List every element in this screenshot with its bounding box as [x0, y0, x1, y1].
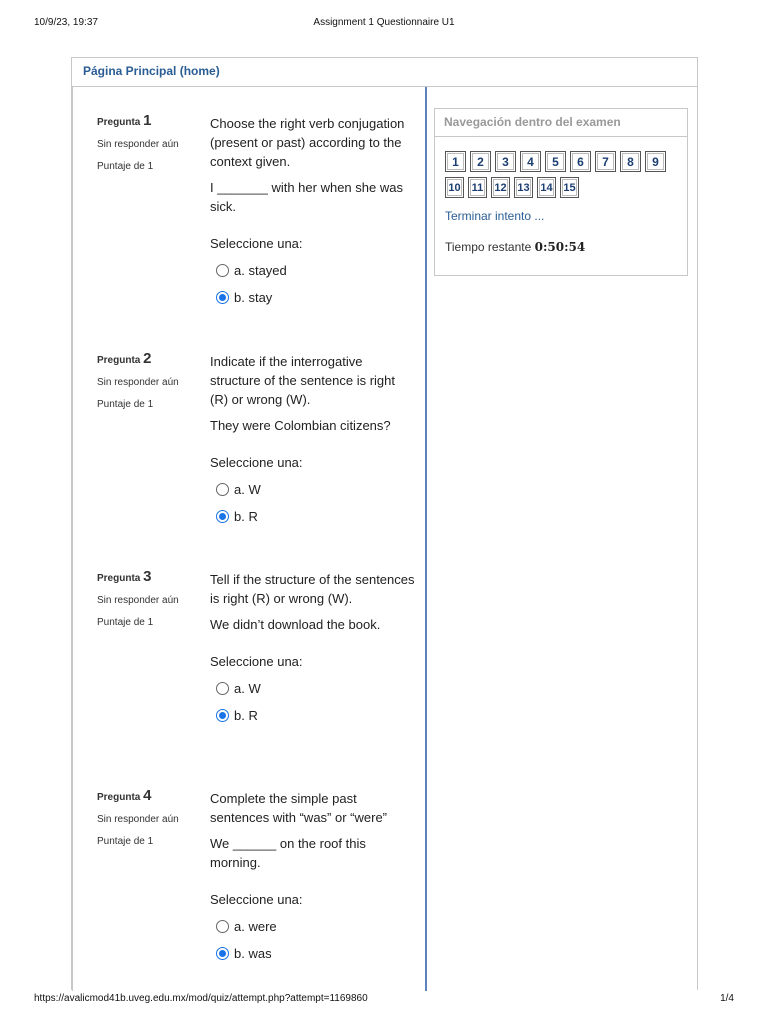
quiz-navigation-row — [445, 151, 685, 172]
question-number: 4 — [143, 787, 152, 804]
question-number: 2 — [143, 350, 152, 367]
content-left-border — [72, 87, 73, 991]
quiz-navigation-block — [434, 108, 688, 276]
answer-option-label: b. R — [234, 708, 258, 723]
answer-option[interactable] — [210, 507, 415, 526]
question-sentence: I _______ with her when she was sick. — [210, 180, 403, 214]
question-title — [97, 570, 207, 586]
question-text: Complete the simple past sentences with “was” or “were” — [210, 791, 387, 825]
quiz-nav-button[interactable]: 11 — [468, 177, 487, 198]
question-number: 3 — [143, 568, 152, 585]
print-page-number: 1/4 — [720, 993, 734, 1004]
quiz-nav-button[interactable]: 10 — [445, 177, 464, 198]
question-label: Pregunta — [97, 117, 141, 128]
time-remaining — [445, 240, 585, 254]
answer-prompt: Seleccione una: — [210, 892, 303, 907]
finish-attempt-link[interactable]: Terminar intento ... — [445, 209, 545, 223]
time-remaining-label: Tiempo restante — [445, 240, 532, 254]
quiz-nav-button[interactable]: 5 — [545, 151, 566, 172]
question-info — [97, 114, 207, 173]
answer-option[interactable] — [210, 261, 415, 280]
answer-option-label: a. W — [234, 681, 261, 696]
question-title — [97, 352, 207, 368]
radio-button[interactable] — [216, 510, 229, 523]
radio-button[interactable] — [216, 291, 229, 304]
answer-option[interactable] — [210, 706, 415, 725]
answer-prompt: Seleccione una: — [210, 654, 303, 669]
quiz-nav-button[interactable]: 6 — [570, 151, 591, 172]
question-state: Sin responder aún — [97, 139, 179, 150]
quiz-nav-button[interactable]: 7 — [595, 151, 616, 172]
radio-button[interactable] — [216, 682, 229, 695]
quiz-nav-button[interactable]: 12 — [491, 177, 510, 198]
radio-button[interactable] — [216, 947, 229, 960]
print-url: https://avalicmod41b.uveg.edu.mx/mod/quiz/attempt.php?attempt=1169860 — [34, 993, 368, 1004]
question-info — [97, 570, 207, 629]
answer-option[interactable] — [210, 679, 415, 698]
question-sentence: We didn’t download the book. — [210, 617, 381, 632]
quiz-navigation-buttons — [445, 151, 685, 203]
question-body — [210, 114, 415, 307]
question-title — [97, 114, 207, 130]
question-number: 1 — [143, 112, 152, 129]
quiz-navigation-row — [445, 177, 685, 198]
question-grade: Puntaje de 1 — [97, 836, 154, 847]
question-info — [97, 352, 207, 411]
question-sentence: They were Colombian citizens? — [210, 418, 391, 433]
quiz-nav-button[interactable]: 4 — [520, 151, 541, 172]
radio-button[interactable] — [216, 709, 229, 722]
answer-option[interactable] — [210, 288, 415, 307]
print-date: 10/9/23, 19:37 — [34, 17, 98, 28]
quiz-nav-button[interactable]: 3 — [495, 151, 516, 172]
print-document-title: Assignment 1 Questionnaire U1 — [313, 17, 455, 28]
quiz-nav-button[interactable]: 15 — [560, 177, 579, 198]
question-state: Sin responder aún — [97, 814, 179, 825]
question-label: Pregunta — [97, 355, 141, 366]
answer-option-label: a. stayed — [234, 263, 287, 278]
question-state: Sin responder aún — [97, 377, 179, 388]
answer-prompt: Seleccione una: — [210, 236, 303, 251]
question-body — [210, 570, 415, 725]
answer-option-label: b. stay — [234, 290, 273, 305]
answer-prompt: Seleccione una: — [210, 455, 303, 470]
quiz-nav-button[interactable]: 9 — [645, 151, 666, 172]
question-text: Choose the right verb conjugation (present or past) according to the context given. — [210, 116, 405, 169]
radio-button[interactable] — [216, 483, 229, 496]
quiz-nav-button[interactable]: 8 — [620, 151, 641, 172]
quiz-nav-button[interactable]: 1 — [445, 151, 466, 172]
answer-option-label: b. was — [234, 946, 272, 961]
time-remaining-value: 0:50:54 — [534, 240, 586, 254]
answer-option-label: a. were — [234, 919, 277, 934]
question-info — [97, 789, 207, 848]
quiz-page-frame — [71, 57, 698, 990]
home-link[interactable]: Página Principal (home) — [83, 64, 220, 78]
question-grade: Puntaje de 1 — [97, 399, 154, 410]
radio-button[interactable] — [216, 264, 229, 277]
quiz-nav-button[interactable]: 14 — [537, 177, 556, 198]
question-sentence: We ______ on the roof this morning. — [210, 836, 366, 870]
question-grade: Puntaje de 1 — [97, 161, 154, 172]
question-body — [210, 352, 415, 526]
answer-option[interactable] — [210, 917, 415, 936]
content-divider — [425, 87, 427, 991]
answer-option[interactable] — [210, 944, 415, 963]
question-text: Tell if the structure of the sentences is right (R) or wrong (W). — [210, 572, 415, 606]
question-text: Indicate if the interrogative structure of the sentence is right (R) or wrong (W). — [210, 354, 395, 407]
answer-option[interactable] — [210, 480, 415, 499]
quiz-nav-button[interactable]: 2 — [470, 151, 491, 172]
question-body — [210, 789, 415, 963]
radio-button[interactable] — [216, 920, 229, 933]
answer-option-label: a. W — [234, 482, 261, 497]
question-label: Pregunta — [97, 792, 141, 803]
breadcrumb — [72, 58, 697, 87]
question-title — [97, 789, 207, 805]
question-grade: Puntaje de 1 — [97, 617, 154, 628]
question-label: Pregunta — [97, 573, 141, 584]
answer-option-label: b. R — [234, 509, 258, 524]
quiz-navigation-title: Navegación dentro del examen — [435, 109, 687, 137]
quiz-nav-button[interactable]: 13 — [514, 177, 533, 198]
question-state: Sin responder aún — [97, 595, 179, 606]
print-header — [34, 17, 734, 31]
print-footer — [34, 993, 734, 1007]
